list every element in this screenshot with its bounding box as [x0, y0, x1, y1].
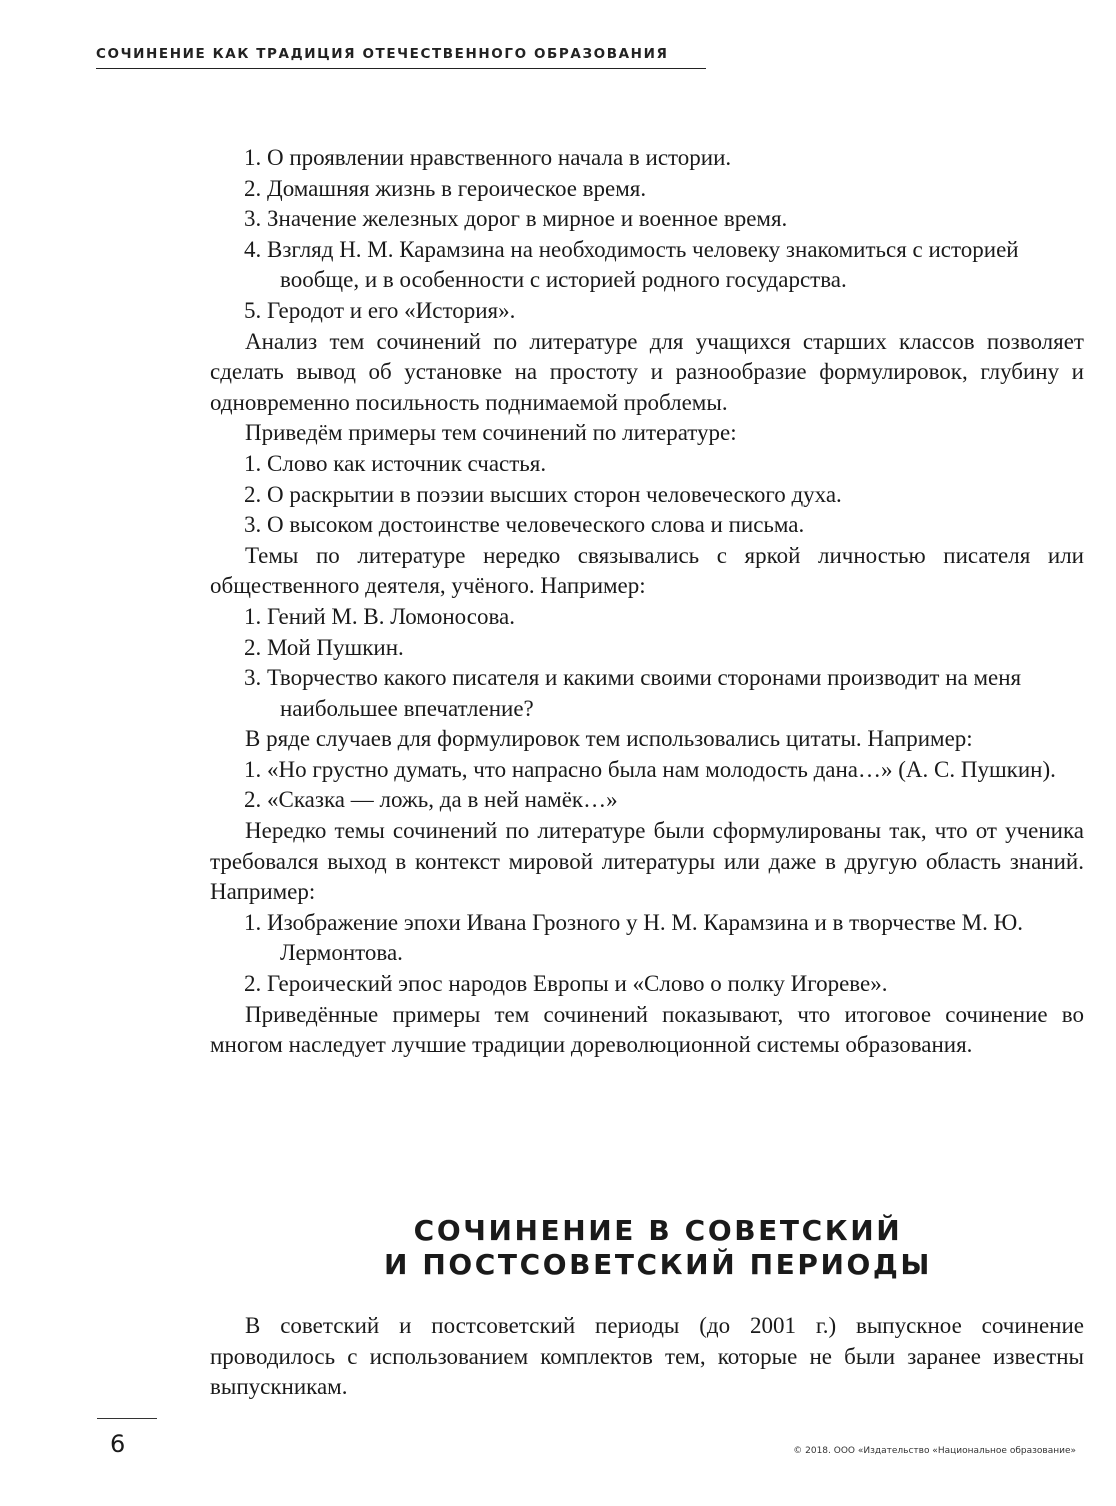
- list-item: 3. Творчество какого писателя и какими своими сторонами производит на меня наибольшее впечатление?: [244, 665, 1022, 721]
- section-title-line: И ПОСТСОВЕТСКИЙ ПЕРИОДЫ: [383, 1248, 933, 1281]
- section-title: [0, 1214, 1116, 1282]
- context-intro: Нередко темы сочинений по литературе были сформулированы так, что от ученика требовался выход в контекст мировой литературы или даже в другую область знаний. Например:: [210, 818, 1084, 905]
- quotes-intro: В ряде случаев для формулировок тем использовались цитаты. Например:: [245, 726, 973, 752]
- list-item: 4. Взгляд Н. М. Карамзина на необходимость человеку знакомиться с историей вообще, и в особенности с историей родного государства.: [244, 236, 1019, 293]
- list-item: 1. Изображение эпохи Ивана Грозного у Н. М. Карамзина и в творчестве М. Ю. Лермонтова.: [244, 909, 1023, 966]
- list-item: 2. «Сказка — ложь, да в ней намёк…»: [244, 787, 618, 813]
- running-header: СОЧИНЕНИЕ КАК ТРАДИЦИЯ ОТЕЧЕСТВЕННОГО ОБРАЗОВАНИЯ: [96, 46, 706, 69]
- conclusion-paragraph: Приведённые примеры тем сочинений показывают, что итоговое сочинение во многом наследует лучшие традиции дореволюционной системы образования.: [210, 1001, 1084, 1058]
- main-text: [210, 143, 1084, 1061]
- list-item: 1. О проявлении нравственного начала в истории.: [244, 145, 732, 170]
- list-item: 2. О раскрытии в поэзии высших сторон человеческого духа.: [244, 481, 842, 507]
- personality-intro: Темы по литературе нередко связывались с яркой личностью писателя или общественного деятеля, учёного. Например:: [210, 542, 1084, 599]
- list-item: 3. Значение железных дорог в мирное и военное время.: [244, 206, 788, 232]
- list-item: 1. Слово как источник счастья.: [244, 450, 547, 476]
- footer-divider: [97, 1418, 157, 1419]
- list-item: 3. О высоком достоинстве человеческого слова и письма.: [244, 512, 805, 538]
- section-text: [210, 1311, 1084, 1403]
- literature-intro: Приведём примеры тем сочинений по литературе:: [245, 420, 737, 446]
- list-item: 1. Гений М. В. Ломоносова.: [244, 603, 515, 629]
- list-item: 2. Домашняя жизнь в героическое время.: [244, 175, 647, 201]
- list-item: 2. Героический эпос народов Европы и «Слово о полку Игореве».: [244, 971, 888, 997]
- list-item: 1. «Но грустно думать, что напрасно была нам молодость дана…» (А. С. Пушкин).: [244, 756, 1056, 782]
- section-title-line: СОЧИНЕНИЕ В СОВЕТСКИЙ: [413, 1214, 903, 1247]
- page-number: 6: [110, 1430, 126, 1458]
- copyright-notice: © 2018. ООО «Издательство «Национальное образование»: [793, 1446, 1076, 1456]
- list-item: 5. Геродот и его «История».: [244, 297, 516, 323]
- section-paragraph: В советский и постсоветский периоды (до 2001 г.) выпускное сочинение проводилось с использованием комплектов тем, которые не были заранее известны выпускникам.: [210, 1313, 1084, 1400]
- list-item: 2. Мой Пушкин.: [244, 634, 404, 660]
- analysis-paragraph: Анализ тем сочинений по литературе для учащихся старших классов позволяет сделать вывод об установке на простоту и разнообразие формулировок, глубину и одновременно посильность поднимаемой проблемы.: [210, 328, 1084, 415]
